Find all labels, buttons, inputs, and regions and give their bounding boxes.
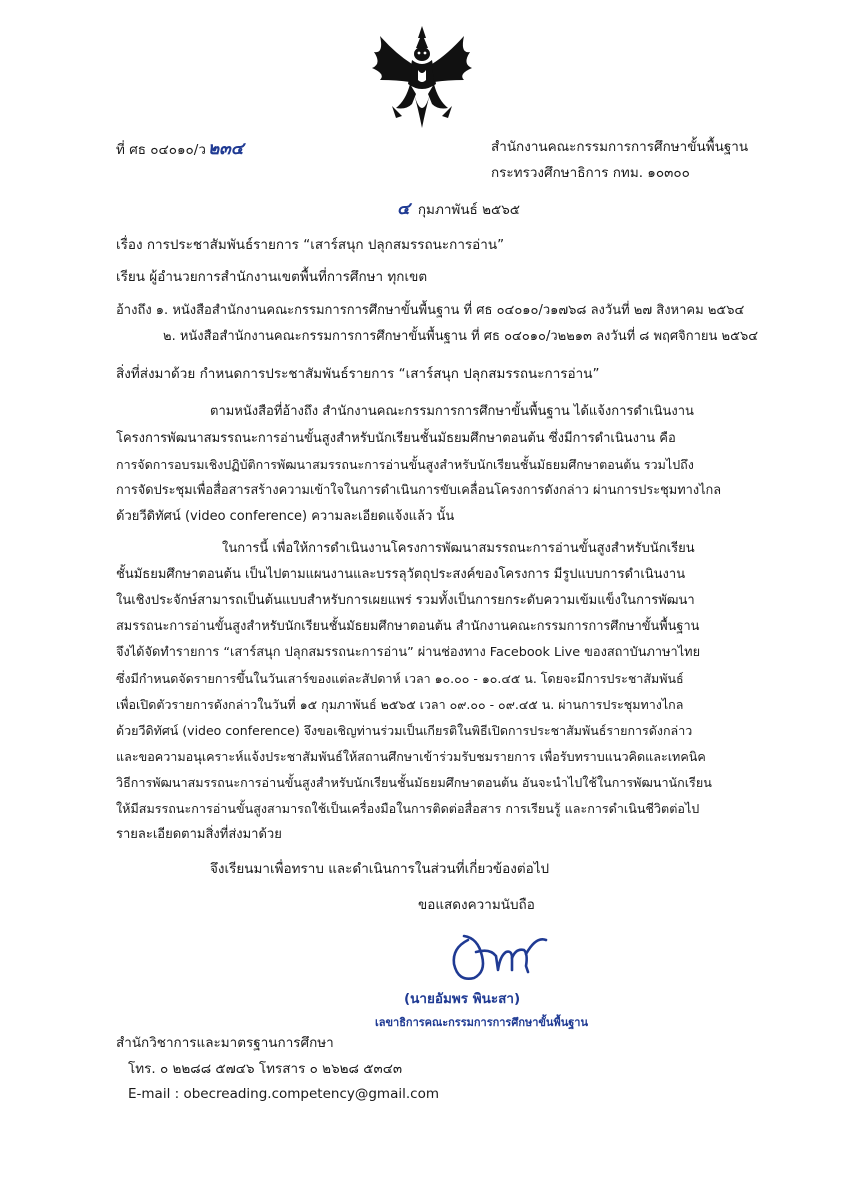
paragraph-2-line: สมรรถนะการอ่านขั้นสูงสำหรับนักเรียนชั้นมัธยมศึกษาตอนต้น สำนักงานคณะกรรมการการศึกษาขั้นพื้นฐาน [116, 619, 700, 634]
date-month-year: กุมภาพันธ์ ๒๕๖๕ [417, 202, 520, 218]
handwritten-signature [446, 926, 554, 988]
signer-name: (นายอัมพร พินะสา) [404, 991, 521, 1007]
paragraph-1-line: การจัดการอบรมเชิงปฏิบัติการพัฒนาสมรรถนะการอ่านขั้นสูงสำหรับนักเรียนชั้นมัธยมศึกษาตอนต้น รวมไปถึง [116, 457, 694, 472]
paragraph-2-line: ในการนี้ เพื่อให้การดำเนินงานโครงการพัฒนาสมรรถนะการอ่านขั้นสูงสำหรับนักเรียน [222, 541, 695, 556]
paragraph-1-line: การจัดประชุมเพื่อสื่อสารสร้างความเข้าใจในการดำเนินการขับเคลื่อนโครงการดังกล่าว ผ่านการประชุมทางไกล [116, 483, 722, 498]
contact-phone: โทร. ๐ ๒๒๘๘ ๕๗๔๖ โทรสาร ๐ ๒๖๒๘ ๕๓๔๓ [128, 1061, 403, 1077]
paragraph-2-line: และขอความอนุเคราะห์แจ้งประชาสัมพันธ์ให้สถานศึกษาเข้าร่วมรับชมรายการ เพื่อรับทราบแนวคิดและเทคนิค [116, 749, 706, 764]
paragraph-2-line: จึงได้จัดทำรายการ “เสาร์สนุก ปลุกสมรรถนะการอ่าน” ผ่านช่องทาง Facebook Live ของสถาบันภาษาไทย [116, 645, 701, 660]
paragraph-2-line: เพื่อเปิดตัวรายการดังกล่าวในวันที่ ๑๕ กุมภาพันธ์ ๒๕๖๕ เวลา ๐๙.๐๐ - ๐๙.๔๕ น. ผ่านการประชุมทางไกล [116, 697, 684, 712]
closing-request: จึงเรียนมาเพื่อทราบ และดำเนินการในส่วนที่เกี่ยวข้องต่อไป [210, 861, 550, 877]
paragraph-2-line: ชั้นมัธยมศึกษาตอนต้น เป็นไปตามแผนงานและบรรลุวัตถุประสงค์ของโครงการ มีรูปแบบการดำเนินงาน [116, 567, 686, 582]
paragraph-2-line: ในเชิงประจักษ์สามารถเป็นต้นแบบสำหรับการเผยแพร่ รวมทั้งเป็นการยกระดับความเข้มแข็งในการพัฒนา [116, 593, 695, 608]
paragraph-1-line: ตามหนังสือที่อ้างถึง สำนักงานคณะกรรมการการศึกษาขั้นพื้นฐาน ได้แจ้งการดำเนินงาน [210, 404, 694, 419]
reference-prefix: ที่ ศธ ๐๔๐๑๐/ว [116, 142, 206, 158]
reference-item-1: อ้างถึง ๑. หนังสือสำนักงานคณะกรรมการการศึกษาขั้นพื้นฐาน ที่ ศธ ๐๔๐๑๐/ว๑๗๖๘ ลงวันที่ ๒๗ สิงหาคม ๒๕๖๔ [116, 303, 745, 318]
agency-address: กระทรวงศึกษาธิการ กทม. ๑๐๓๐๐ [491, 165, 690, 181]
paragraph-2-line: ด้วยวีดิทัศน์ (video conference) จึงขอเชิญท่านร่วมเป็นเกียรติในพิธีเปิดการประชาสัมพันธ์รายการดังกล่าว [116, 723, 693, 738]
reference-number-handwritten: ๒๓๔ [207, 139, 244, 159]
salutation: ขอแสดงความนับถือ [418, 897, 535, 913]
paragraph-2-line: รายละเอียดตามสิ่งที่ส่งมาด้วย [116, 827, 282, 842]
paragraph-2-line: ซึ่งมีกำหนดจัดรายการขึ้นในวันเสาร์ของแต่ละสัปดาห์ เวลา ๑๐.๐๐ - ๑๐.๔๕ น. โดยจะมีการประชาสัมพันธ์ [116, 671, 684, 686]
enclosure-line: สิ่งที่ส่งมาด้วย กำหนดการประชาสัมพันธ์รายการ “เสาร์สนุก ปลุกสมรรถนะการอ่าน” [116, 366, 600, 382]
recipient-line: เรียน ผู้อำนวยการสำนักงานเขตพื้นที่การศึกษา ทุกเขต [116, 269, 428, 285]
contact-office: สำนักวิชาการและมาตรฐานการศึกษา [116, 1035, 334, 1051]
document-date [397, 200, 520, 219]
date-day-handwritten: ๔ [397, 199, 410, 219]
agency-name: สำนักงานคณะกรรมการการศึกษาขั้นพื้นฐาน [491, 139, 749, 155]
paragraph-1-line: โครงการพัฒนาสมรรถนะการอ่านขั้นสูงสำหรับนักเรียนชั้นมัธยมศึกษาตอนต้น ซึ่งมีการดำเนินงาน คือ [116, 431, 676, 446]
contact-email: E-mail : obecreading.competency@gmail.com [128, 1086, 439, 1102]
garuda-emblem-icon [366, 24, 478, 132]
subject-line: เรื่อง การประชาสัมพันธ์รายการ “เสาร์สนุก ปลุกสมรรถนะการอ่าน” [116, 237, 505, 253]
reference-item-2: ๒. หนังสือสำนักงานคณะกรรมการการศึกษาขั้นพื้นฐาน ที่ ศธ ๐๔๐๑๐/ว๒๒๑๓ ลงวันที่ ๘ พฤศจิกายน ๒๕๖๔ [163, 329, 759, 344]
paragraph-2-line: ให้มีสมรรถนะการอ่านขั้นสูงสามารถใช้เป็นเครื่องมือในการติดต่อสื่อสาร การเรียนรู้ และการดำเนินชีวิตต่อไป [116, 801, 700, 816]
document-reference [116, 140, 244, 159]
paragraph-2-line: วิธีการพัฒนาสมรรถนะการอ่านขั้นสูงสำหรับนักเรียนชั้นมัธยมศึกษาตอนต้น อันจะนำไปใช้ในการพัฒนานักเรียน [116, 775, 712, 790]
signer-title: เลขาธิการคณะกรรมการการศึกษาขั้นพื้นฐาน [375, 1016, 588, 1029]
paragraph-1-line: ด้วยวีดิทัศน์ (video conference) ความละเอียดแจ้งแล้ว นั้น [116, 509, 455, 524]
